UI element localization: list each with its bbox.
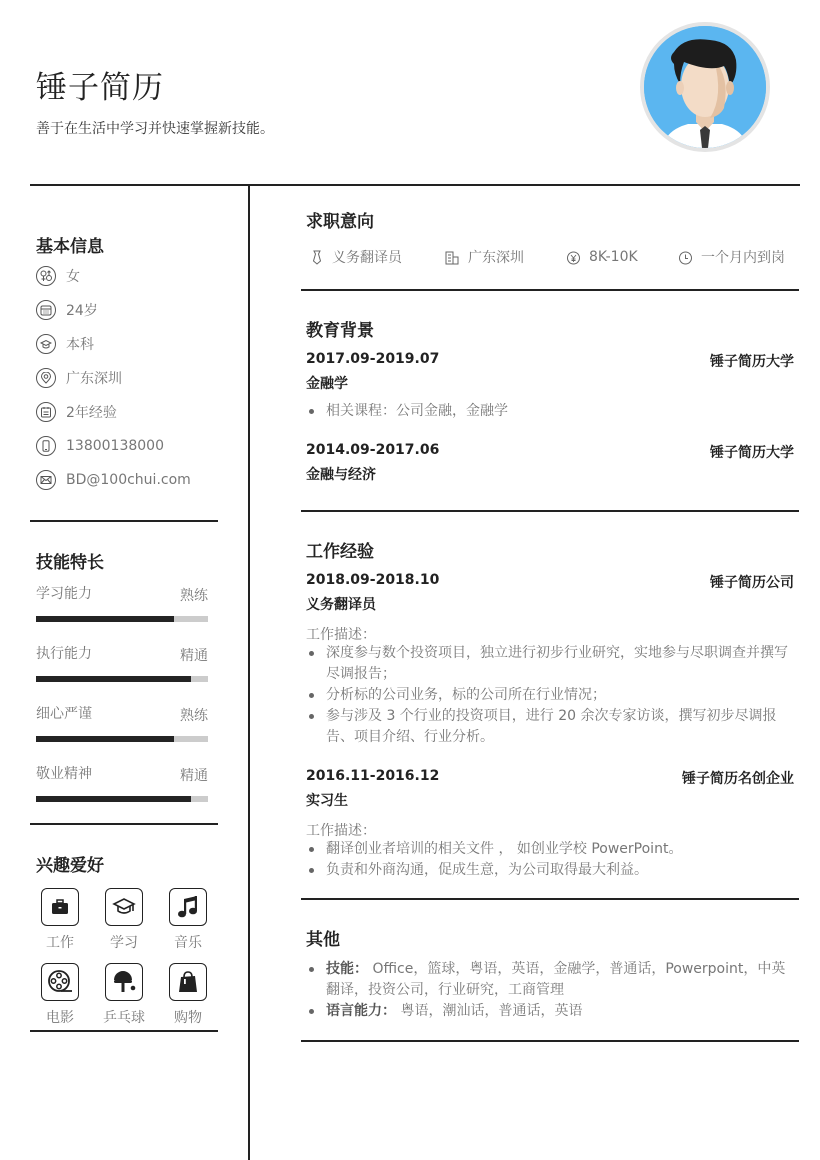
work-desc-label: 工作描述： [306, 627, 376, 643]
building-icon [444, 249, 460, 265]
film-reel-icon [41, 963, 79, 1001]
skill-item [36, 703, 208, 742]
intent-salary [566, 246, 638, 268]
hobby-pingpong [104, 963, 144, 1027]
info-value: 13800138000 [66, 438, 164, 454]
ping-pong-icon [105, 963, 143, 1001]
gender-icon [36, 266, 56, 286]
section-divider [301, 289, 799, 291]
phone-icon [36, 436, 56, 456]
calendar-icon [36, 300, 56, 320]
graduation-cap-icon [105, 888, 143, 926]
intent-city [444, 246, 524, 268]
education-school: 锤子简历大学 [710, 445, 794, 461]
info-experience [36, 401, 117, 423]
bullet-item: 分析标的公司业务，标的公司所在行业情况； [306, 685, 794, 706]
location-pin-icon [36, 368, 56, 388]
work-desc-label: 工作描述： [306, 823, 376, 839]
skill-bar-fill [36, 796, 191, 802]
skill-item [36, 583, 208, 622]
clock-icon [678, 249, 693, 265]
intent-value: 广东深圳 [468, 250, 524, 266]
header-divider [30, 184, 800, 186]
intent-value: 一个月内到岗 [701, 250, 785, 266]
email-icon [36, 470, 56, 490]
column-divider [248, 185, 250, 1160]
info-gender [36, 265, 80, 287]
skill-bar-fill [36, 616, 174, 622]
section-divider [301, 1040, 799, 1042]
skill-level: 熟练 [180, 708, 208, 724]
info-value: 24岁 [66, 303, 98, 319]
other-bullets [306, 959, 794, 1022]
skill-level: 熟练 [180, 588, 208, 604]
skill-bar [36, 676, 208, 682]
skill-item [36, 763, 208, 802]
info-value: 本科 [66, 337, 94, 353]
education-period: 2014.09-2017.06 [306, 442, 440, 458]
resume-name: 锤子简历 [36, 70, 164, 106]
bullet-item: 深度参与数个投资项目，独立进行初步行业研究，实地参与尽职调查并撰写尽调报告； [306, 643, 794, 685]
education-major: 金融学 [306, 376, 348, 392]
hobby-shopping [168, 963, 208, 1027]
other-label: 语言能力： [326, 1003, 396, 1019]
basic-info-title: 基本信息 [36, 237, 104, 257]
bullet-item: 翻译创业者培训的相关文件 ， 如创业学校 PowerPoint。 [306, 839, 794, 860]
skill-bar [36, 616, 208, 622]
hobby-label: 电影 [46, 1010, 74, 1026]
section-divider [30, 1030, 218, 1032]
resume-header [0, 0, 820, 185]
hobby-study [104, 888, 144, 952]
work-period: 2016.11-2016.12 [306, 768, 440, 784]
skill-item [36, 643, 208, 682]
work-entry-header [306, 572, 794, 592]
education-entry-header [306, 351, 794, 371]
resume-motto: 善于在生活中学习并快速掌握新技能。 [36, 121, 274, 137]
skills-title: 技能特长 [36, 553, 104, 573]
skill-level: 精通 [180, 768, 208, 784]
info-value: 2年经验 [66, 405, 117, 421]
section-divider [301, 510, 799, 512]
info-value: BD@100chui.com [66, 472, 191, 488]
skill-bar-fill [36, 736, 174, 742]
hobby-movie [40, 963, 80, 1027]
education-entry-header [306, 442, 794, 462]
other-value: Office，篮球，粤语，英语，金融学，普通话，Powerpoint，中英翻译，投资公司，行业研究，工商管理 [326, 961, 786, 998]
other-item [306, 1001, 794, 1022]
intent-value: 8K-10K [589, 249, 638, 265]
info-age [36, 299, 98, 321]
other-value: 粤语，潮汕话，普通话，英语 [396, 1003, 583, 1019]
skill-level: 精通 [180, 648, 208, 664]
avatar-illustration-icon [644, 26, 766, 148]
education-title: 教育背景 [306, 321, 374, 341]
bullet-item: 相关课程：公司金融，金融学 [306, 401, 794, 422]
info-email [36, 469, 191, 491]
skill-name: 学习能力 [36, 586, 92, 602]
bullet-item: 参与涉及 3 个行业的投资项目，进行 20 余次专家访谈，撰写初步尽调报告、项目介绍、行业分析。 [306, 706, 794, 748]
info-value: 女 [66, 269, 80, 285]
hobby-label: 乒乓球 [103, 1010, 145, 1026]
work-bullets [306, 643, 794, 748]
info-phone [36, 435, 164, 457]
intent-position [310, 246, 402, 268]
skill-name: 敬业精神 [36, 766, 92, 782]
hobby-label: 工作 [46, 935, 74, 951]
work-bullets [306, 839, 794, 881]
education-period: 2017.09-2019.07 [306, 351, 440, 367]
info-value: 广东深圳 [66, 371, 122, 387]
section-divider [301, 898, 799, 900]
bullet-item: 负责和外商沟通，促成生意，为公司取得最大利益。 [306, 860, 794, 881]
work-entry-header [306, 768, 794, 788]
skill-bar [36, 796, 208, 802]
education-major: 金融与经济 [306, 467, 376, 483]
yen-icon [566, 249, 581, 265]
briefcase-icon [41, 888, 79, 926]
section-divider [30, 520, 218, 522]
other-label: 技能： [326, 961, 368, 977]
music-note-icon [169, 888, 207, 926]
shopping-bag-icon [169, 963, 207, 1001]
work-role: 义务翻译员 [306, 597, 376, 613]
hobby-label: 音乐 [174, 935, 202, 951]
intent-value: 义务翻译员 [332, 250, 402, 266]
education-school: 锤子简历大学 [710, 354, 794, 370]
tie-icon [310, 249, 324, 265]
experience-icon [36, 402, 56, 422]
other-title: 其他 [306, 930, 340, 950]
work-role: 实习生 [306, 793, 348, 809]
work-period: 2018.09-2018.10 [306, 572, 440, 588]
hobby-label: 学习 [110, 935, 138, 951]
work-company: 锤子简历公司 [710, 575, 794, 591]
job-intent-title: 求职意向 [306, 212, 374, 232]
education-bullets [306, 401, 794, 422]
hobby-music [168, 888, 208, 952]
info-degree [36, 333, 94, 355]
graduation-cap-icon [36, 334, 56, 354]
section-divider [30, 823, 218, 825]
avatar [640, 22, 770, 152]
other-item [306, 959, 794, 1001]
info-location [36, 367, 122, 389]
skill-bar [36, 736, 208, 742]
work-title: 工作经验 [306, 542, 374, 562]
hobby-work [40, 888, 80, 952]
work-company: 锤子简历名创企业 [682, 771, 794, 787]
skill-name: 执行能力 [36, 646, 92, 662]
hobby-label: 购物 [174, 1010, 202, 1026]
skill-bar-fill [36, 676, 191, 682]
skill-name: 细心严谨 [36, 706, 92, 722]
intent-availability [678, 246, 785, 268]
hobbies-title: 兴趣爱好 [36, 856, 104, 876]
